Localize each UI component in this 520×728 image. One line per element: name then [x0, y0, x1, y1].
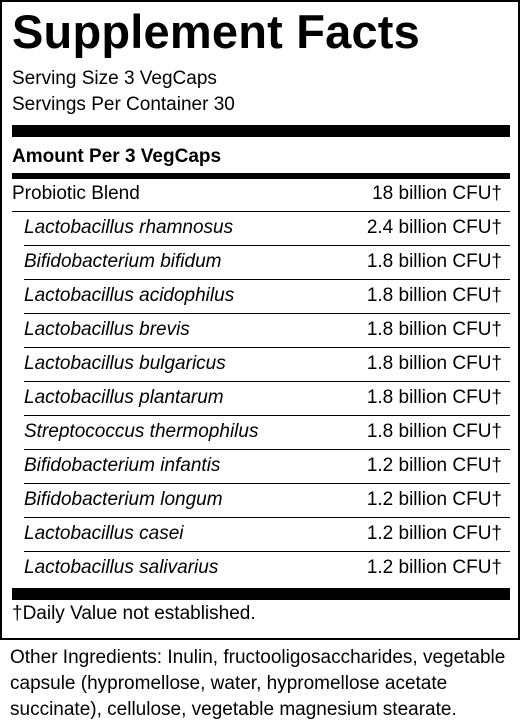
strain-row [12, 484, 510, 518]
strain-name: Bifidobacterium infantis [24, 455, 221, 476]
strain-amount: 1.2 billion CFU† [366, 557, 502, 578]
servings-per-container: Servings Per Container 30 [12, 94, 235, 115]
strain-row [12, 348, 510, 382]
panel-title: Supplement Facts [12, 5, 421, 58]
thick-divider-bottom [12, 588, 510, 600]
strain-amount: 1.8 billion CFU† [366, 353, 502, 374]
strain-name: Lactobacillus acidophilus [24, 285, 235, 306]
strain-amount: 1.2 billion CFU† [366, 455, 502, 476]
strain-name: Lactobacillus rhamnosus [24, 217, 234, 238]
serving-size: Serving Size 3 VegCaps [12, 68, 217, 89]
strain-name: Lactobacillus bulgaricus [24, 353, 226, 374]
strain-name: Bifidobacterium longum [24, 489, 223, 510]
daily-value-footnote: †Daily Value not established. [12, 603, 256, 624]
strain-amount: 1.2 billion CFU† [366, 489, 502, 510]
strain-amount: 1.8 billion CFU† [366, 251, 502, 272]
thick-divider-top [12, 125, 510, 137]
strain-name: Streptococcus thermophilus [24, 421, 259, 442]
strain-row [12, 314, 510, 348]
strain-row [12, 246, 510, 280]
strain-name: Lactobacillus brevis [24, 319, 190, 340]
strain-amount: 1.8 billion CFU† [366, 421, 502, 442]
strain-amount: 1.8 billion CFU† [366, 387, 502, 408]
strain-row [12, 518, 510, 552]
blend-name: Probiotic Blend [12, 183, 140, 204]
blend-amount: 18 billion CFU† [372, 183, 502, 204]
strain-row [12, 382, 510, 416]
strain-amount: 2.4 billion CFU† [366, 217, 502, 238]
strain-row [12, 416, 510, 450]
strain-amount: 1.2 billion CFU† [366, 523, 502, 544]
strain-amount: 1.8 billion CFU† [366, 319, 502, 340]
strain-row [12, 280, 510, 314]
strain-name: Bifidobacterium bifidum [24, 251, 222, 272]
strain-row [12, 212, 510, 246]
strain-amount: 1.8 billion CFU† [366, 285, 502, 306]
amount-per-serving-header: Amount Per 3 VegCaps [12, 146, 222, 167]
strain-name: Lactobacillus salivarius [24, 557, 219, 578]
strain-row [12, 552, 510, 586]
strain-row [12, 450, 510, 484]
strain-name: Lactobacillus casei [24, 523, 184, 544]
probiotic-blend-row [12, 178, 510, 212]
other-ingredients: Other Ingredients: Inulin, fructooligosaccharides, vegetable capsule (hypromellose, water, hypromellose acetate succinate), cellulose, vegetable magnesium stearate. [10, 647, 506, 720]
strain-name: Lactobacillus plantarum [24, 387, 224, 408]
